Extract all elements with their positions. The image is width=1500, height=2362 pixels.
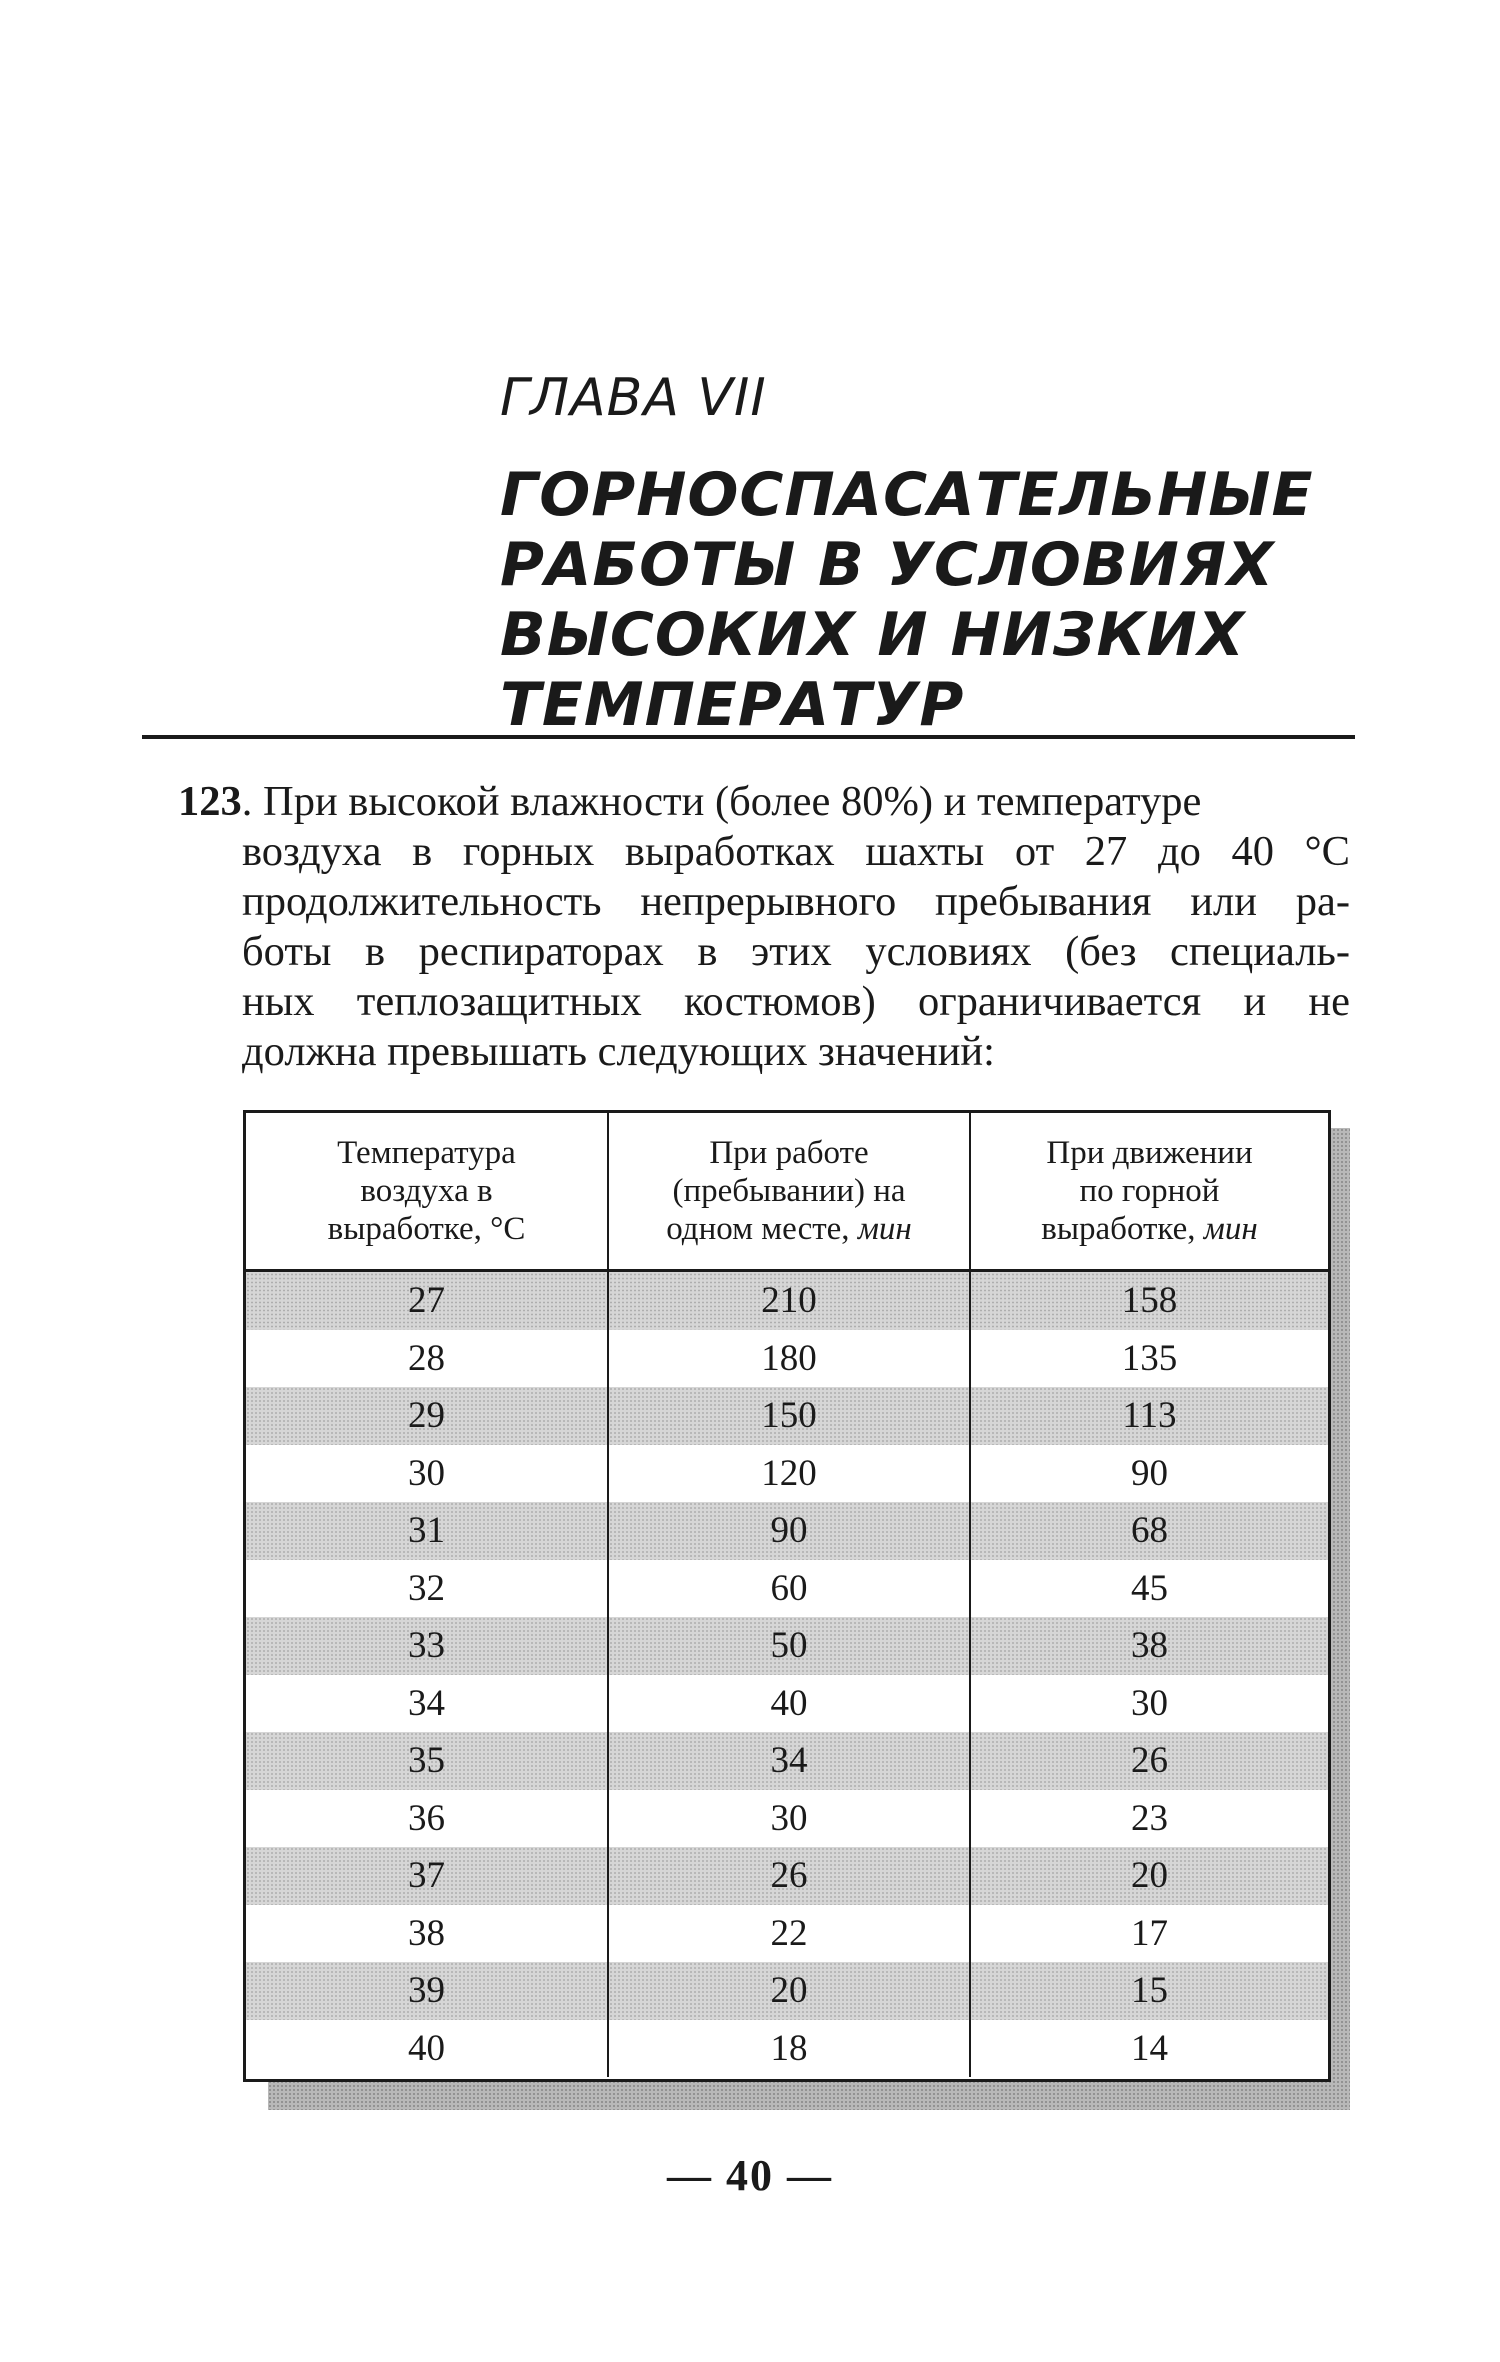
cell-work-minutes: 26 (608, 1847, 970, 1905)
cell-work-minutes: 90 (608, 1502, 970, 1560)
table-row (246, 1502, 1328, 1560)
cell-temperature: 36 (246, 1790, 608, 1848)
header-unit: мин (857, 1211, 912, 1247)
table-row (246, 2020, 1328, 2078)
chapter-title (500, 460, 1400, 740)
paragraph-line (178, 777, 1350, 827)
cell-movement-minutes: 135 (1121, 1337, 1178, 1379)
cell-temperature: 37 (246, 1847, 608, 1905)
cell-work-minutes: 180 (608, 1330, 970, 1388)
table-row (246, 1560, 1328, 1618)
paragraph-line: продолжительность непрерывного пребывания или ра- (242, 878, 1350, 925)
table-row (246, 1732, 1328, 1790)
cell-temperature: 32 (246, 1560, 608, 1618)
cell-work-minutes: 22 (608, 1905, 970, 1963)
header-text: одном месте, (666, 1211, 850, 1247)
table-row (246, 1617, 1328, 1675)
header-unit: мин (1203, 1211, 1258, 1247)
header-line: При движении (1046, 1135, 1253, 1171)
chapter-title-line: РАБОТЫ В УСЛОВИЯХ (500, 530, 1275, 600)
cell-movement-minutes: 26 (970, 1732, 1328, 1790)
data-table (246, 1113, 1328, 2077)
table-row (246, 1905, 1328, 1963)
cell-temperature: 28 (246, 1330, 608, 1388)
cell-temperature: 35 (246, 1732, 608, 1790)
paragraph-text: . При высокой влажности (более 80%) и температуре (241, 778, 1202, 825)
paragraph-123 (178, 777, 1350, 1077)
header-temperature (246, 1113, 608, 1271)
paragraph-line: должна превышать следующих значений: (242, 1028, 995, 1075)
cell-movement-minutes: 17 (1131, 1912, 1168, 1954)
header-line: Температура (337, 1135, 516, 1171)
header-line: выработке, °С (327, 1211, 526, 1247)
cell-temperature: 40 (246, 2020, 608, 2078)
cell-work-minutes: 20 (608, 1962, 970, 2020)
table-row (246, 1675, 1328, 1733)
header-line: воздуха в (360, 1173, 493, 1209)
cell-work-minutes: 40 (608, 1675, 970, 1733)
cell-temperature: 29 (246, 1387, 608, 1445)
chapter-label: ГЛАВА VII (500, 368, 767, 428)
paragraph-number: 123 (178, 778, 242, 825)
table-row (246, 1962, 1328, 2020)
table-row (246, 1790, 1328, 1848)
cell-movement-minutes: 15 (970, 1962, 1328, 2020)
header-text: выработке, (1041, 1211, 1196, 1247)
table-row (246, 1271, 1328, 1330)
cell-work-minutes: 18 (608, 2020, 970, 2078)
paragraph-line: боты в респираторах в этих условиях (без специаль- (242, 928, 1350, 975)
cell-temperature: 38 (246, 1905, 608, 1963)
cell-movement-minutes: 20 (970, 1847, 1328, 1905)
page-number: — 40 — (667, 2151, 833, 2200)
table-row (246, 1445, 1328, 1503)
header-line: При работе (709, 1135, 869, 1171)
cell-temperature: 34 (246, 1675, 608, 1733)
paragraph-line: воздуха в горных выработках шахты от 27 до 40 °С (242, 828, 1350, 875)
time-limits-table (243, 1110, 1331, 2082)
cell-work-minutes: 150 (608, 1387, 970, 1445)
cell-work-minutes: 120 (608, 1445, 970, 1503)
section-divider (142, 735, 1355, 739)
paragraph-line: ных теплозащитных костюмов) ограничивается и не (242, 978, 1350, 1025)
cell-movement-minutes: 113 (970, 1387, 1328, 1445)
cell-work-minutes: 34 (608, 1732, 970, 1790)
cell-movement-minutes: 38 (970, 1617, 1328, 1675)
cell-temperature: 30 (246, 1445, 608, 1503)
cell-temperature: 31 (246, 1502, 608, 1560)
cell-work-minutes: 50 (608, 1617, 970, 1675)
cell-temperature: 27 (246, 1271, 608, 1330)
header-line: (пребывании) на (672, 1173, 906, 1209)
cell-movement-minutes: 90 (1131, 1452, 1168, 1494)
cell-movement-minutes: 158 (970, 1271, 1328, 1330)
cell-temperature: 39 (246, 1962, 608, 2020)
cell-movement-minutes: 23 (1131, 1797, 1168, 1839)
header-line: по горной (1079, 1173, 1220, 1209)
cell-work-minutes: 30 (608, 1790, 970, 1848)
chapter-title-line: ГОРНОСПАСАТЕЛЬНЫЕ (500, 460, 1314, 530)
cell-movement-minutes: 45 (1131, 1567, 1168, 1609)
table-row (246, 1387, 1328, 1445)
header-movement (970, 1113, 1328, 1271)
table-row (246, 1330, 1328, 1388)
cell-movement-minutes: 68 (970, 1502, 1328, 1560)
cell-work-minutes: 210 (608, 1271, 970, 1330)
header-work-in-place (608, 1113, 970, 1271)
header-line (985, 1210, 1314, 1248)
cell-movement-minutes: 14 (1131, 2027, 1168, 2069)
chapter-title-line: ТЕМПЕРАТУР (500, 670, 965, 740)
chapter-title-line: ВЫСОКИХ И НИЗКИХ (500, 600, 1246, 670)
cell-movement-minutes: 30 (1131, 1682, 1168, 1724)
cell-work-minutes: 60 (608, 1560, 970, 1618)
table-row (246, 1847, 1328, 1905)
table-header-row (246, 1113, 1328, 1271)
header-line (623, 1210, 955, 1248)
cell-temperature: 33 (246, 1617, 608, 1675)
